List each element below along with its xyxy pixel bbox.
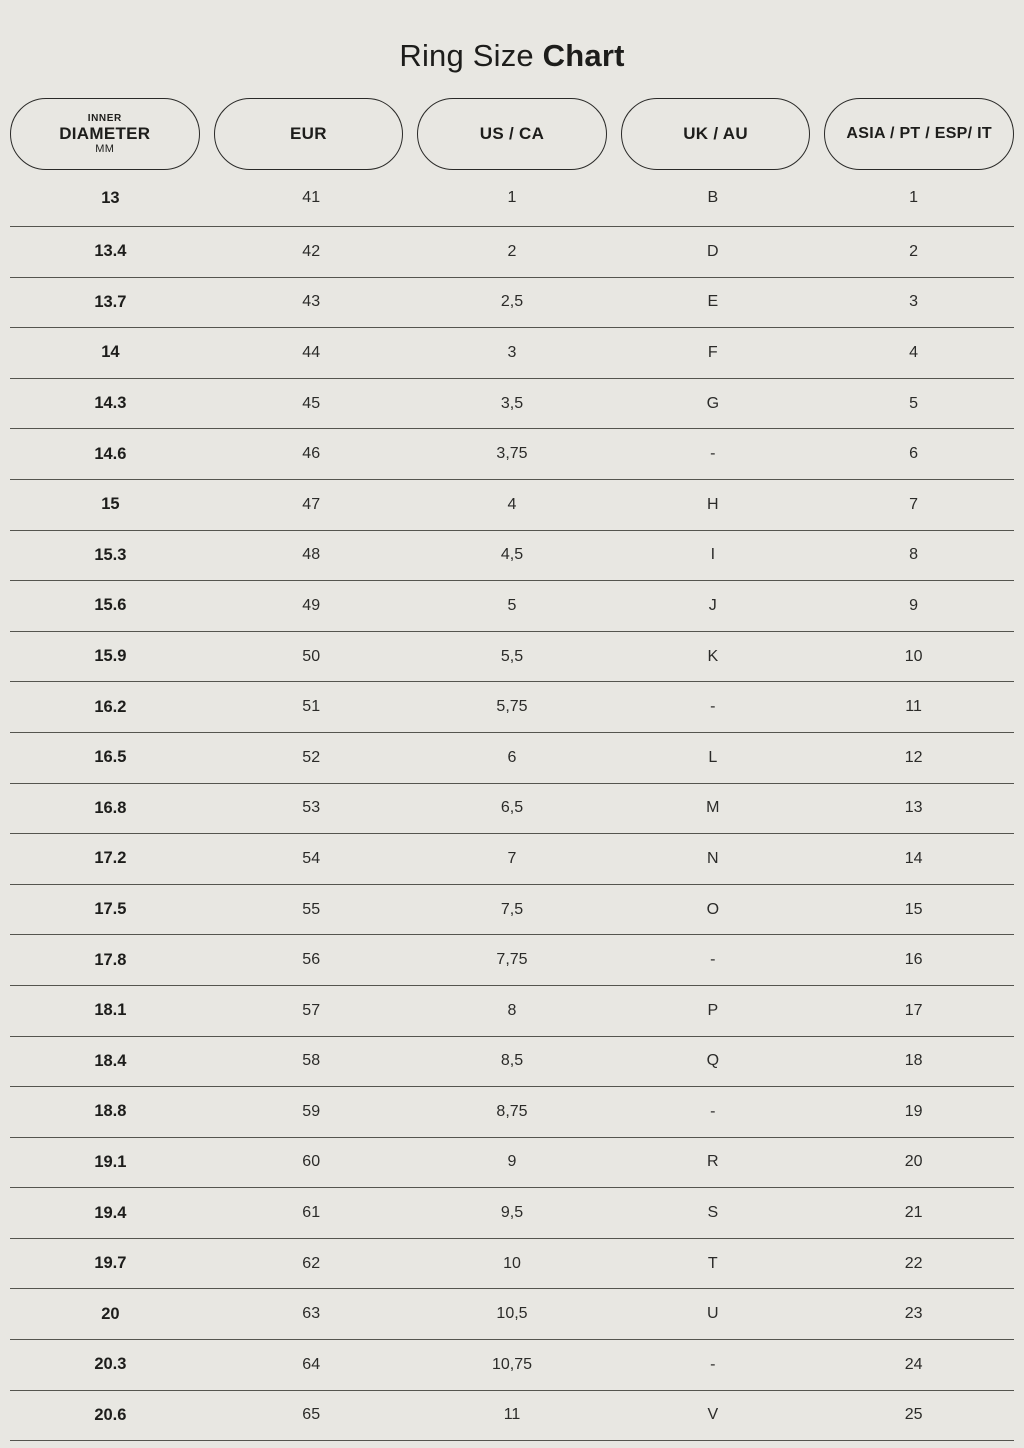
cell-inner-diameter: 14 [101, 343, 120, 362]
cell-us-ca: 7,75 [496, 951, 528, 969]
cell-eur: 62 [302, 1254, 321, 1272]
cell-uk-au: O [706, 900, 720, 918]
cell-asia: 22 [904, 1254, 923, 1272]
cell-us-ca: 2 [507, 242, 517, 260]
column-header-eur [214, 98, 404, 170]
cell-eur: 46 [302, 445, 321, 463]
cell-inner-diameter: 20.6 [94, 1405, 127, 1424]
cell-inner-diameter: 19.4 [94, 1203, 127, 1222]
cell-uk-au: F [707, 343, 718, 361]
cell-asia: 10 [904, 647, 923, 665]
table-row [10, 278, 1014, 329]
cell-uk-au: - [710, 445, 716, 463]
column-header-inner-diameter-bottom: MM [95, 142, 115, 155]
cell-asia: 12 [904, 748, 923, 766]
cell-inner-diameter: 19.7 [94, 1254, 127, 1273]
page-title-bold: Chart [542, 38, 625, 73]
cell-eur: 58 [302, 1052, 321, 1070]
cell-asia: 11 [905, 698, 922, 716]
cell-inner-diameter: 20 [101, 1304, 120, 1323]
table-row [10, 1188, 1014, 1239]
cell-asia: 5 [909, 394, 919, 412]
column-header-asia-pt-esp-it [824, 98, 1014, 170]
column-header-inner-diameter-main: DIAMETER [59, 123, 151, 143]
cell-us-ca: 10 [503, 1254, 521, 1272]
cell-asia: 16 [904, 951, 923, 969]
cell-eur: 54 [302, 849, 321, 867]
cell-inner-diameter: 15.3 [94, 545, 127, 564]
table-row [10, 733, 1014, 784]
table-row [10, 682, 1014, 733]
cell-uk-au: L [708, 748, 718, 766]
cell-uk-au: U [707, 1305, 719, 1323]
cell-eur: 53 [302, 799, 321, 817]
cell-us-ca: 3 [507, 343, 517, 361]
cell-us-ca: 10,5 [496, 1305, 528, 1323]
cell-asia: 3 [909, 293, 919, 311]
cell-uk-au: D [707, 242, 719, 260]
cell-uk-au: - [710, 1102, 716, 1120]
cell-uk-au: B [707, 189, 719, 206]
table-row [10, 480, 1014, 531]
cell-us-ca: 4,5 [500, 546, 524, 564]
cell-inner-diameter: 15.9 [94, 647, 127, 666]
table-row [10, 429, 1014, 480]
cell-inner-diameter: 14.6 [94, 444, 127, 463]
column-header-uk-au [621, 98, 811, 170]
cell-eur: 55 [302, 900, 321, 918]
cell-inner-diameter: 15.6 [94, 596, 127, 615]
cell-inner-diameter: 18.8 [94, 1102, 127, 1121]
cell-eur: 63 [302, 1305, 321, 1323]
cell-eur: 41 [302, 189, 321, 206]
cell-inner-diameter: 13.4 [94, 242, 127, 261]
cell-uk-au: T [707, 1254, 718, 1272]
table-row [10, 935, 1014, 986]
cell-us-ca: 3,5 [500, 394, 524, 412]
cell-uk-au: P [707, 1001, 719, 1019]
table-row [10, 581, 1014, 632]
table-row [10, 531, 1014, 582]
cell-eur: 57 [302, 1001, 321, 1019]
cell-inner-diameter: 13.7 [94, 292, 127, 311]
column-header-us-ca [417, 98, 607, 170]
cell-inner-diameter: 20.3 [94, 1355, 127, 1374]
column-header-us-ca-label: US / CA [479, 124, 545, 144]
cell-inner-diameter: 14.3 [94, 394, 127, 413]
cell-eur: 42 [302, 242, 321, 260]
cell-inner-diameter: 17.2 [94, 849, 127, 868]
cell-asia: 23 [904, 1305, 923, 1323]
cell-asia: 25 [904, 1406, 923, 1424]
table-row [10, 1087, 1014, 1138]
cell-uk-au: M [706, 799, 720, 817]
table-row [10, 379, 1014, 430]
cell-us-ca: 3,75 [496, 445, 528, 463]
table-row [10, 1239, 1014, 1290]
cell-asia: 8 [909, 546, 919, 564]
table-row [10, 1391, 1014, 1442]
cell-asia: 14 [904, 849, 923, 867]
cell-inner-diameter: 13 [101, 188, 120, 207]
cell-us-ca: 9 [507, 1153, 517, 1171]
cell-us-ca: 10,75 [491, 1355, 533, 1373]
cell-asia: 19 [904, 1102, 923, 1120]
cell-us-ca: 8 [507, 1001, 517, 1019]
table-row [10, 632, 1014, 683]
cell-uk-au: K [707, 647, 719, 665]
cell-us-ca: 4 [507, 495, 517, 513]
cell-asia: 21 [904, 1204, 923, 1222]
table-row [10, 1138, 1014, 1189]
cell-inner-diameter: 16.8 [94, 798, 127, 817]
cell-us-ca: 2,5 [500, 293, 524, 311]
column-header-inner-diameter-top: INNER [87, 112, 122, 124]
cell-us-ca: 6 [507, 748, 517, 766]
cell-asia: 4 [909, 343, 919, 361]
table-row [10, 1289, 1014, 1340]
page-title [0, 0, 1024, 74]
cell-us-ca: 5,75 [496, 698, 528, 716]
cell-eur: 59 [302, 1102, 321, 1120]
cell-uk-au: - [710, 1355, 716, 1373]
cell-us-ca: 5 [507, 596, 517, 614]
column-header-eur-label: EUR [289, 124, 327, 144]
cell-eur: 61 [302, 1204, 321, 1222]
cell-eur: 65 [302, 1406, 321, 1424]
cell-us-ca: 1 [507, 189, 517, 206]
table-row [10, 1037, 1014, 1088]
cell-us-ca: 7 [507, 849, 517, 867]
column-header-asia-pt-esp-it-label: ASIA / PT / ESP/ IT [846, 124, 992, 142]
table-row [10, 834, 1014, 885]
table-header-row [10, 98, 1014, 170]
cell-uk-au: J [708, 596, 717, 614]
table-row [10, 227, 1014, 278]
cell-asia: 7 [909, 495, 919, 513]
cell-uk-au: H [707, 495, 719, 513]
cell-us-ca: 9,5 [500, 1204, 524, 1222]
cell-us-ca: 6,5 [500, 799, 524, 817]
cell-us-ca: 5,5 [500, 647, 524, 665]
cell-inner-diameter: 18.1 [94, 1001, 127, 1020]
cell-inner-diameter: 19.1 [94, 1152, 127, 1171]
cell-inner-diameter: 17.8 [94, 950, 127, 969]
table-row [10, 986, 1014, 1037]
cell-us-ca: 8,5 [500, 1052, 524, 1070]
cell-eur: 45 [302, 394, 321, 412]
cell-eur: 56 [302, 951, 321, 969]
cell-us-ca: 11 [503, 1406, 521, 1424]
table-row [10, 328, 1014, 379]
table-row [10, 784, 1014, 835]
cell-us-ca: 7,5 [500, 900, 524, 918]
cell-eur: 43 [302, 293, 321, 311]
cell-uk-au: E [707, 293, 719, 311]
cell-inner-diameter: 16.5 [94, 748, 127, 767]
cell-eur: 50 [302, 647, 321, 665]
table-row [10, 170, 1014, 227]
cell-eur: 64 [302, 1355, 321, 1373]
cell-uk-au: G [706, 394, 720, 412]
cell-eur: 60 [302, 1153, 321, 1171]
cell-inner-diameter: 18.4 [94, 1051, 127, 1070]
cell-uk-au: - [710, 698, 716, 716]
cell-uk-au: R [707, 1153, 719, 1171]
cell-uk-au: - [710, 951, 716, 969]
table-row [10, 885, 1014, 936]
cell-eur: 48 [302, 546, 321, 564]
page-title-light: Ring Size [399, 38, 543, 73]
cell-inner-diameter: 16.2 [94, 697, 127, 716]
cell-asia: 2 [909, 242, 919, 260]
cell-asia: 17 [904, 1001, 923, 1019]
column-header-uk-au-label: UK / AU [683, 124, 748, 144]
cell-eur: 51 [302, 698, 321, 716]
cell-uk-au: V [707, 1406, 719, 1424]
cell-asia: 13 [904, 799, 923, 817]
cell-eur: 52 [302, 748, 321, 766]
cell-uk-au: Q [706, 1052, 720, 1070]
cell-uk-au: I [710, 546, 716, 564]
table-body [10, 170, 1014, 1441]
cell-asia: 18 [904, 1052, 923, 1070]
cell-eur: 47 [302, 495, 321, 513]
cell-eur: 49 [302, 596, 321, 614]
cell-eur: 44 [302, 343, 321, 361]
cell-asia: 15 [904, 900, 923, 918]
cell-asia: 9 [909, 596, 919, 614]
cell-uk-au: S [707, 1204, 719, 1222]
column-header-inner-diameter [10, 98, 200, 170]
table-row [10, 1340, 1014, 1391]
cell-inner-diameter: 17.5 [94, 900, 127, 919]
cell-asia: 6 [909, 445, 919, 463]
cell-asia: 20 [904, 1153, 923, 1171]
cell-asia: 1 [909, 189, 919, 206]
cell-asia: 24 [904, 1355, 923, 1373]
cell-us-ca: 8,75 [496, 1102, 528, 1120]
cell-inner-diameter: 15 [101, 495, 120, 514]
cell-uk-au: N [707, 849, 719, 867]
